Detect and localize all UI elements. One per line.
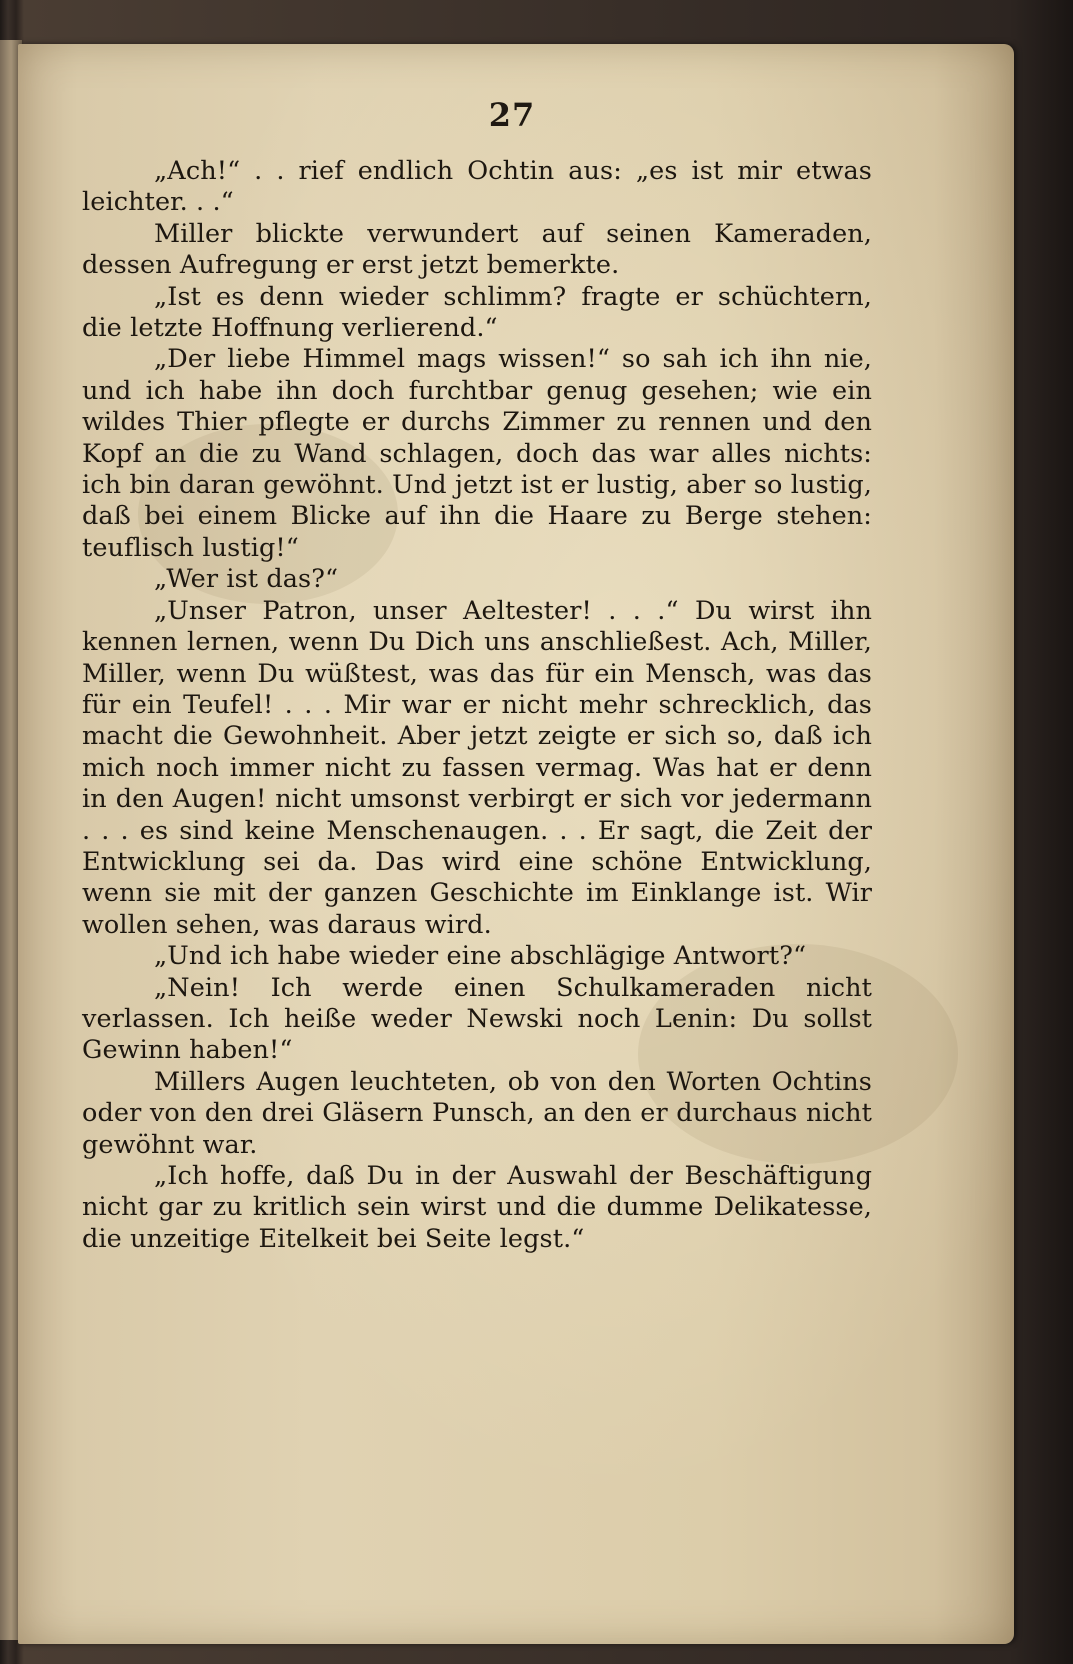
- paragraph: Millers Augen leuchteten, ob von den Worten Ochtins oder von den drei Gläsern Punsch, an den er durchaus nicht gewöhnt war.: [82, 1066, 872, 1160]
- paragraph: „Nein! Ich werde einen Schulkameraden nicht verlassen. Ich heiße weder Newski noch Lenin: Du sollst Gewinn haben!“: [82, 972, 872, 1066]
- paragraph: „Ach!“ . . rief endlich Ochtin aus: „es ist mir etwas leichter. . .“: [82, 156, 872, 218]
- page-body-text: [82, 156, 872, 1255]
- page-number: 27: [488, 96, 536, 134]
- paragraph: „Und ich habe wieder eine abschlägige Antwort?“: [154, 941, 807, 972]
- paragraph: „Der liebe Himmel mags wissen!“ so sah ich ihn nie, und ich habe ihn doch furchtbar genug gesehen; wie ein wildes Thier pflegte er durchs Zimmer zu rennen und den Kopf an die zu Wand schlagen, doch das war alles nichts: ich bin daran gewöhnt. Und jetzt ist er lustig, aber so lustig, daß bei einem Blicke auf ihn die Haare zu Berge stehen: teuflisch lustig!“: [82, 344, 872, 563]
- paragraph: „Unser Patron, unser Aeltester! . . .“ Du wirst ihn kennen lernen, wenn Du Dich uns anschließest. Ach, Miller, Miller, wenn Du wüßtest, was das für ein Mensch, was das für ein Teufel! . . . Mir war er nicht mehr schrecklich, das macht die Gewohnheit. Aber jetzt zeigte er sich so, daß ich mich noch immer nicht zu fassen vermag. Was hat er denn in den Augen! nicht umsonst verbirgt er sich vor jedermann . . . es sind keine Menschenaugen. . . Er sagt, die Zeit der Entwicklung sei da. Das wird eine schöne Entwicklung, wenn sie mit der ganzen Geschichte im Einklange ist. Wir wollen sehen, was daraus wird.: [82, 595, 872, 940]
- book-page: [18, 44, 1014, 1644]
- paragraph: „Ist es denn wieder schlimm? fragte er schüchtern, die letzte Hoffnung verlierend.“: [82, 281, 872, 344]
- paragraph: Miller blickte verwundert auf seinen Kameraden, dessen Aufregung er erst jetzt bemerkte.: [82, 218, 872, 281]
- paragraph: „Ich hoffe, daß Du in der Auswahl der Beschäftigung nicht gar zu kritlich sein wirst und die dumme Delikatesse, die unzeitige Eitelkeit bei Seite legst.“: [82, 1161, 872, 1254]
- paragraph: „Wer ist das?“: [154, 564, 339, 595]
